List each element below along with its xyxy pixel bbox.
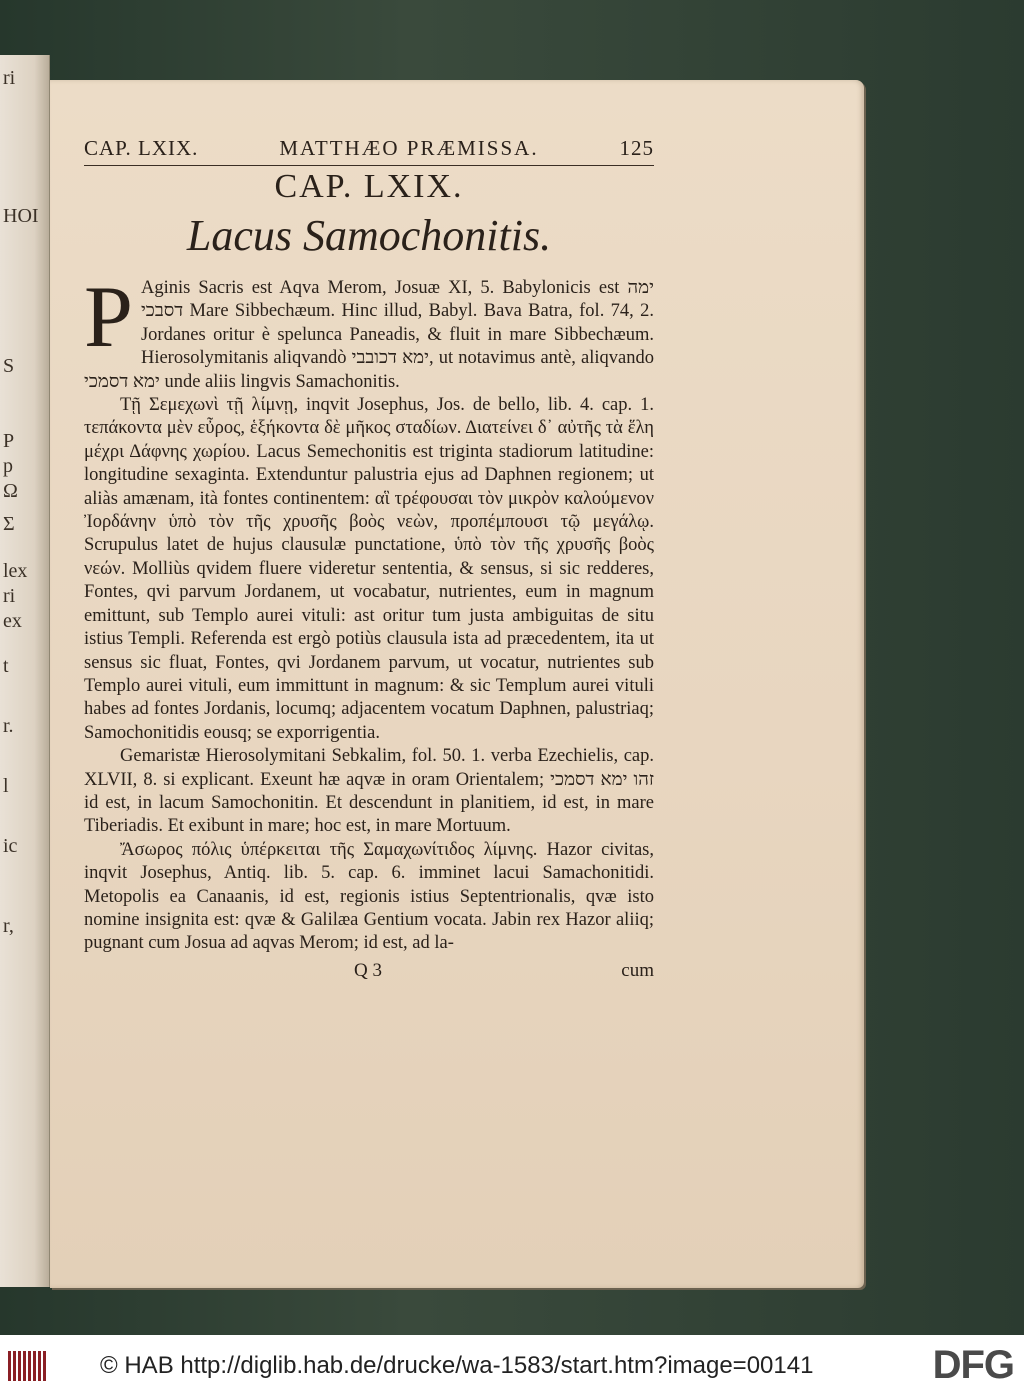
barcode-icon bbox=[8, 1351, 48, 1381]
prev-fragment: P bbox=[3, 430, 15, 452]
prev-fragment: l bbox=[3, 775, 9, 797]
page-footer bbox=[84, 960, 654, 982]
prev-fragment: r, bbox=[3, 915, 14, 937]
catchword: cum bbox=[621, 959, 654, 981]
book-page bbox=[50, 80, 864, 1288]
prev-fragment: ri bbox=[3, 67, 16, 89]
chapter-subtitle: Lacus Samochonitis. bbox=[186, 211, 552, 260]
credit-bar bbox=[0, 1335, 1024, 1396]
running-header bbox=[84, 136, 654, 166]
copyright-link[interactable]: © HAB http://diglib.hab.de/drucke/wa-1583/start.htm?image=00141 bbox=[100, 1351, 814, 1379]
prev-fragment: Ω bbox=[3, 480, 18, 502]
drop-cap: P bbox=[84, 269, 133, 366]
prev-fragment: ic bbox=[3, 835, 18, 857]
paragraph bbox=[84, 269, 654, 394]
prev-fragment: S bbox=[3, 355, 15, 377]
body-text bbox=[84, 269, 654, 956]
signature-mark: Q 3 bbox=[354, 959, 382, 981]
prev-fragment: HOI bbox=[3, 205, 39, 227]
dfg-logo: DFG bbox=[932, 1343, 1014, 1387]
chapter-title: CAP. LXIX. bbox=[274, 168, 464, 205]
header-chapter: CAP. LXIX. bbox=[84, 136, 199, 160]
prev-fragment: ri bbox=[3, 585, 16, 607]
page-content bbox=[84, 136, 654, 982]
prev-fragment: lex bbox=[3, 560, 28, 582]
prev-fragment: t bbox=[3, 655, 9, 677]
page-number: 125 bbox=[619, 136, 654, 160]
header-title: MATTHÆO PRÆMISSA. bbox=[279, 136, 539, 160]
prev-fragment: ex bbox=[3, 610, 22, 632]
paragraph-text: Aginis Sacris est Aqva Merom, Josuæ XI, 5. Babylonicis est ימה דסבכי Mare Sibbechæum. Hinc illud, Babyl. Bava Batra, fol. 74, 2. Jordanes oritur è spelunca Paneadis, & fluit in mare Sibbechæum. Hierosolymitanis aliqvandò ימא דכובבי, ut notavimus antè, aliqvando ימא דסמכי unde aliis lingvis Samachonitis. bbox=[84, 278, 654, 392]
paragraph: Gemaristæ Hierosolymitani Sebkalim, fol. 50. 1. verba Ezechielis, cap. XLVII, 8. si explicant. Exeunt hæ aqvæ in oram Orientalem; זהו ימא דסמכי id est, in lacum Samochonitin. Et descendunt in planitiem, id est, in mare Tiberiadis. Et exibunt in mare; hoc est, in mare Mortuum. bbox=[84, 746, 654, 837]
paragraph: Ἄσωρος πόλις ὑπέρκειται τῆς Σαμαχωνίτιδος λίμνης. Hazor civitas, inqvit Josephus, Antiq. lib. 5. cap. 6. imminet lacui Samachonitidi. Metopolis ea Canaanis, id est, regionis istius Septentrionalis, qvæ isto nomine insignita est: qvæ & Galilæa Gentium vocata. Jabin rex Hazor aliiq; pugnant cum Josua ad aqvas Merom; id est, ad la- bbox=[84, 839, 654, 954]
paragraph: Τῇ Σεμεχωνὶ τῇ λίμνῃ, inqvit Josephus, Jos. de bello, lib. 4. cap. 1. τεπάκοντα μὲν εὖρος, ἑξήκοντα δὲ μῆκος σταδίων. Διατείνει δ᾽ αὐτῆς τὰ ἕλη μέχρι Δάφνης χωρίου. Lacus Semechonitis est triginta stadiorum latitudine: longitudine sexaginta. Extenduntur palustria ejus ad Daphnen regionem; ut aliàs amænam, ità fontes continentem: αἳ τρέφουσαι τὸν μικρὸν καλούμενον Ἰορδάνην ὑπὸ τὸν τῆς χρυσῆς βοὸς νεὼν, προπέμπουσι τῷ μεγάλῳ. Scrupulus latet de hujus clausulæ punctatione, ὑπὸ τὸν τῆς χρυσῆς βοὸς νεών. Molliùs qvidem fluere videretur sententia, & sensus, si sic redderes, Fontes, qvi parvum Jordanem, ut vocabatur, nutrientes, eum in magnum emittunt, sub Templo aurei vituli: ast oritur tum justa ambiguitas de situ istius Templi. Referenda est ergò potiùs clausula ista ad præcedentem, ita ut sensus sic fluat, Fontes, qvi Jordanem parvum, ut vocatur, nutrientes sub Templo aurei vituli, eum immittunt in magnum: & sic Templum aurei vituli habes ad fontes Jordanis, locumq; adjacentem vocatum Daphnen, palustriaq; Samochonitidis eousq; se exporrigentia. bbox=[84, 395, 654, 743]
previous-page-edge bbox=[0, 55, 50, 1287]
prev-fragment: r. bbox=[3, 715, 14, 737]
prev-fragment: Σ bbox=[3, 513, 15, 535]
prev-fragment: p bbox=[3, 455, 13, 477]
